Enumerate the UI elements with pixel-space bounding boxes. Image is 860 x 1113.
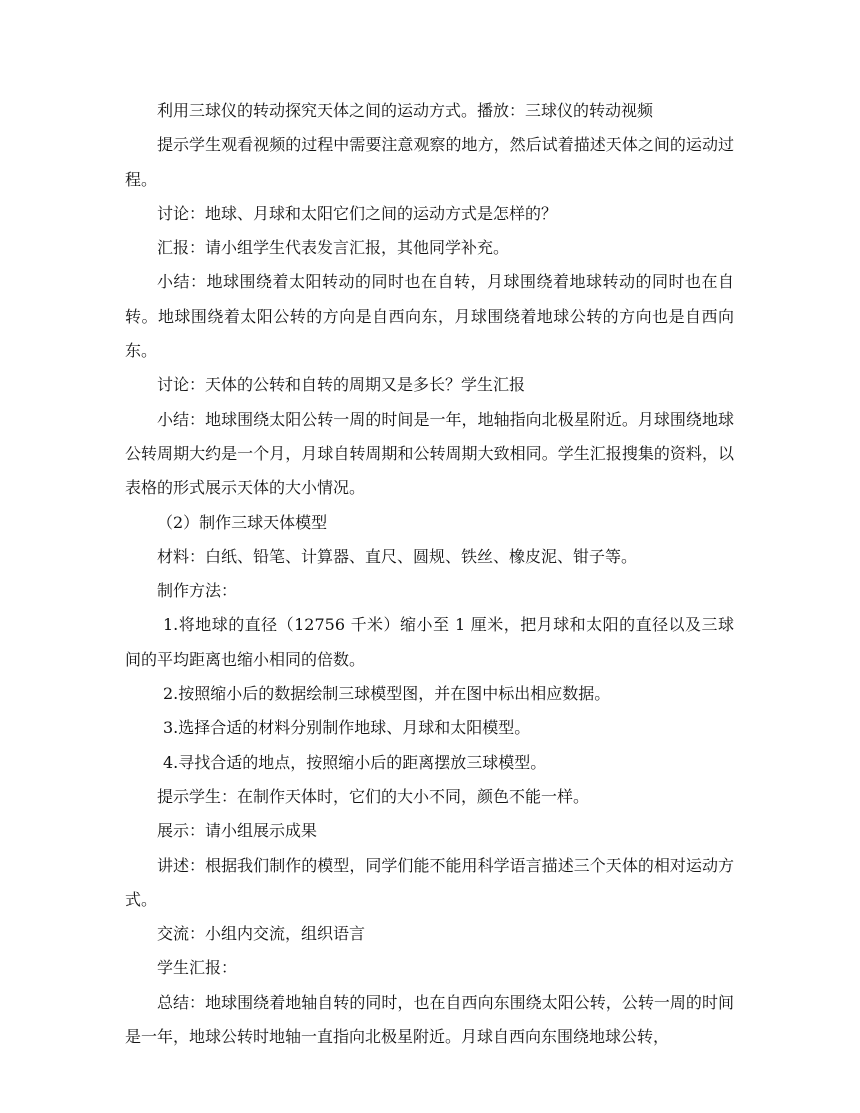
paragraph-student-report: 学生汇报： (157, 958, 238, 978)
paragraph-conclusion: 总结：地球围绕着地轴自转的同时，也在自西向东围绕太阳公转，公转一周的时间是一年，地球公转时地轴一直指向北极星附近。月球自西向东围绕地球公转， (125, 992, 734, 1047)
paragraph-explain: 讲述：根据我们制作的模型，同学们能不能用科学语言描述三个天体的相对运动方式。 (125, 855, 734, 909)
method-step-1: 1.将地球的直径（12756 千米）缩小至 1 厘米，把月球和太阳的直径以及三球间的平均距离也缩小相同的倍数。 (125, 615, 734, 669)
paragraph-method-heading: 制作方法： (157, 581, 238, 601)
section-heading-model: （2）制作三球天体模型 (157, 512, 328, 532)
paragraph-tip: 提示学生：在制作天体时，它们的大小不同，颜色不能一样。 (157, 786, 590, 806)
method-step-3: 3.选择合适的材料分别制作地球、月球和太阳模型。 (163, 718, 531, 738)
paragraph-three-globe-video: 利用三球仪的转动探究天体之间的运动方式。播放：三球仪的转动视频 (157, 101, 654, 120)
method-step-2: 2.按照缩小后的数据绘制三球模型图，并在图中标出相应数据。 (163, 684, 611, 704)
paragraph-exchange: 交流：小组内交流，组织语言 (157, 924, 366, 944)
paragraph-summary-period: 小结：地球围绕太阳公转一周的时间是一年，地轴指向北极星附近。月球围绕地球公转周期大约是一个月，月球自转周期和公转周期大致相同。学生汇报搜集的资料，以表格的形式展示天体的大小情况。 (125, 409, 734, 498)
paragraph-group-report: 汇报：请小组学生代表发言汇报，其他同学补充。 (157, 238, 510, 258)
paragraph-observation-prompt: 提示学生观看视频的过程中需要注意观察的地方，然后试着描述天体之间的运动过程。 (125, 135, 734, 189)
paragraph-discussion-motion: 讨论：地球、月球和太阳它们之间的运动方式是怎样的？ (157, 203, 558, 223)
paragraph-materials: 材料：白纸、铅笔、计算器、直尺、圆规、铁丝、橡皮泥、钳子等。 (157, 546, 638, 566)
method-step-4: 4.寻找合适的地点，按照缩小后的距离摆放三球模型。 (163, 752, 547, 772)
paragraph-summary-rotation: 小结：地球围绕着太阳转动的同时也在自转，月球围绕着地球转动的同时也在自转。地球围绕着太阳公转的方向是自西向东，月球围绕着地球公转的方向也是自西向东。 (125, 272, 734, 361)
paragraph-discussion-period: 讨论：天体的公转和自转的周期又是多长？学生汇报 (157, 375, 526, 395)
paragraph-show-results: 展示：请小组展示成果 (157, 821, 318, 841)
